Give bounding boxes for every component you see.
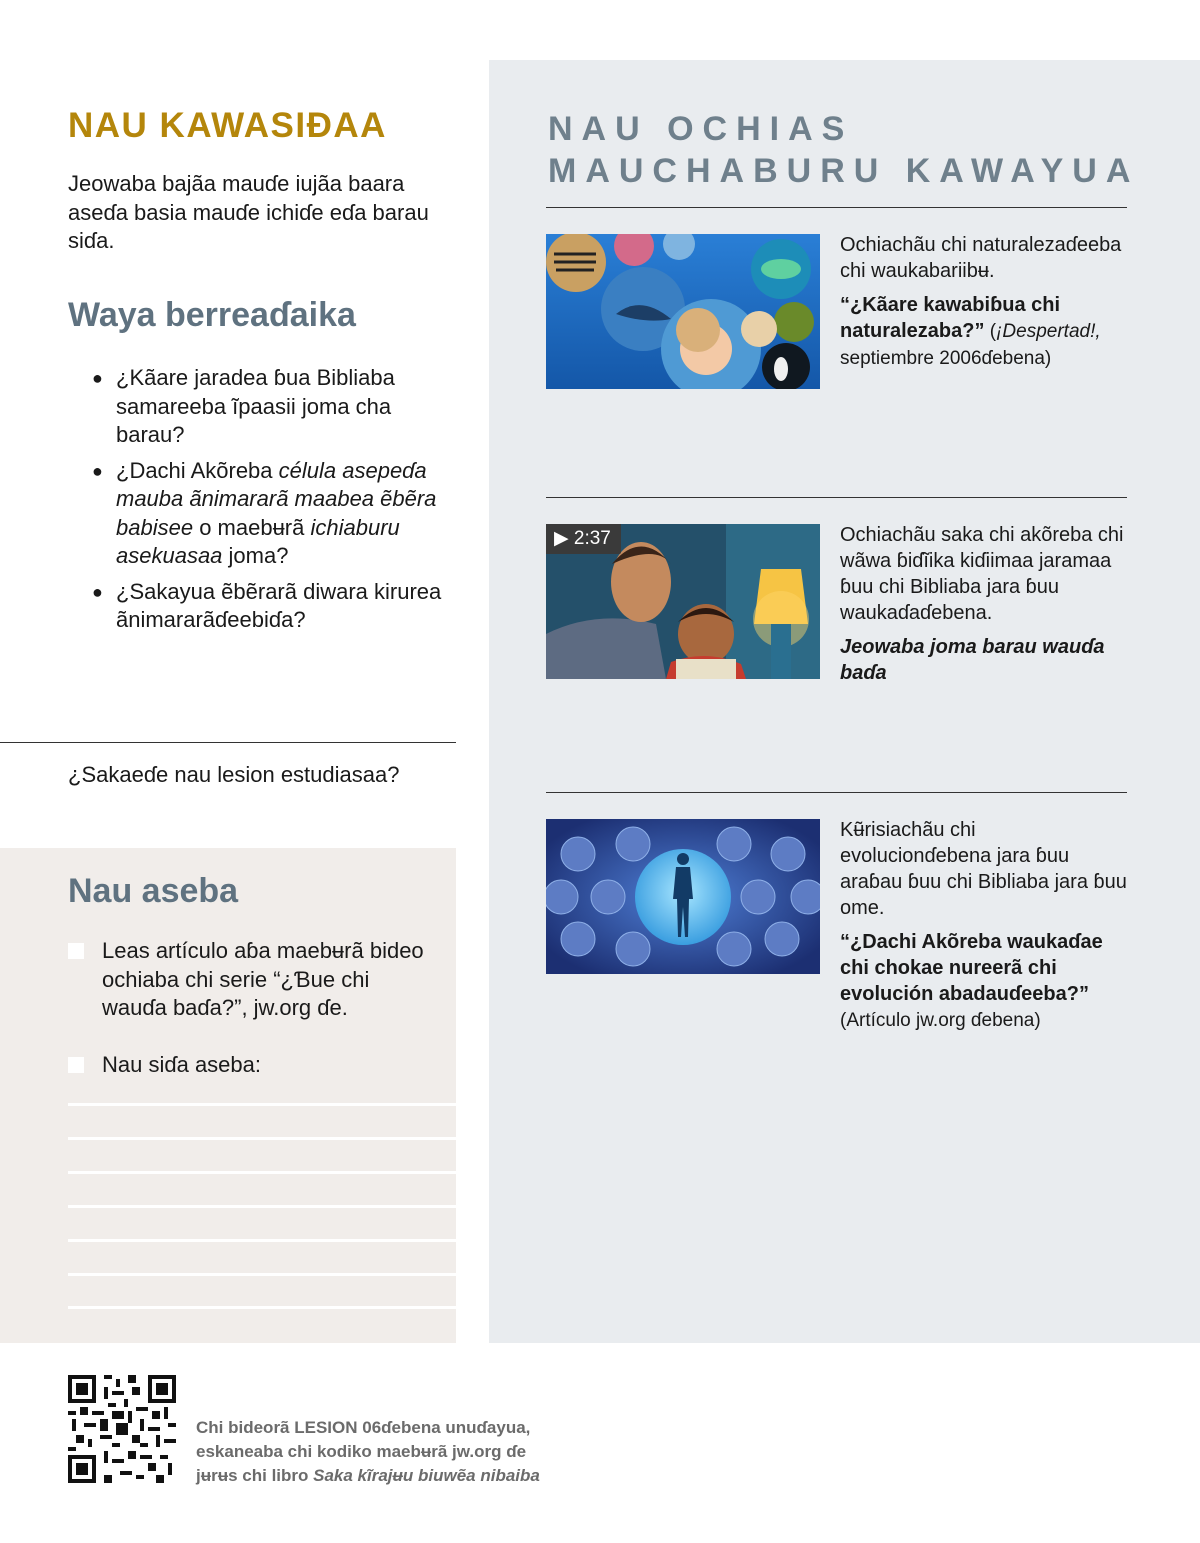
bullet-icon: ● bbox=[92, 581, 103, 602]
write-line[interactable] bbox=[68, 1137, 456, 1140]
goal-checkbox-item[interactable]: Nau siɗa aseba: bbox=[68, 1051, 428, 1080]
explore-item-title[interactable]: “¿Kãare kawabiɓua chi naturalezaba?” (¡Despertad!, septiembre 2006ɗebena) bbox=[840, 294, 1101, 369]
write-line[interactable] bbox=[68, 1103, 456, 1106]
write-line[interactable] bbox=[68, 1239, 456, 1242]
write-line[interactable] bbox=[68, 1171, 456, 1174]
evolution-animals-image[interactable] bbox=[546, 819, 820, 974]
goal-title: Nau aseba bbox=[68, 872, 239, 910]
goal-panel bbox=[0, 848, 456, 1343]
review-title: Waya berreaɗaika bbox=[68, 296, 356, 334]
review-question: ● ¿Sakayua ẽbẽrarã diwara kirurea ãnimararãɗeebiɗa? bbox=[92, 578, 442, 632]
qr-code-icon bbox=[68, 1375, 176, 1483]
explore-item-title[interactable]: Jeowaba joma barau wauɗa baɗa bbox=[840, 636, 1105, 684]
review-question: ● ¿Dachi Akõreba célula asepeɗa mauba ãnimararã maabea ẽbẽra babisee o maebʉrã ichiaburu asekuasaa joma? bbox=[92, 457, 437, 568]
father-son-video-image[interactable] bbox=[546, 524, 820, 679]
checkbox[interactable] bbox=[68, 943, 84, 959]
divider bbox=[0, 742, 456, 743]
explore-item-title[interactable]: “¿Dachi Akõreba waukaɗae chi chokae nureerã chi evolución abadauɗeeba?” bbox=[840, 931, 1103, 1005]
explore-item-text: Ochiachãu saka chi akõreba chi wãwa ɓiɗĩika kiɗiimaa jaramaa ɓuu chi Bibliaba jara ɓuu waukaɗaɗebena. Jeowaba joma barau wauɗa baɗa bbox=[840, 522, 1130, 686]
divider bbox=[546, 207, 1127, 208]
qr-code-image[interactable] bbox=[68, 1375, 176, 1483]
evolution-illustration bbox=[546, 819, 820, 974]
nature-collage-illustration bbox=[546, 234, 820, 389]
checkbox[interactable] bbox=[68, 1057, 84, 1073]
review-question: ● ¿Kãare jaradea ɓua Bibliaba samareeba ĩpaasii joma cha barau? bbox=[92, 365, 395, 447]
write-line[interactable] bbox=[68, 1205, 456, 1208]
divider bbox=[546, 792, 1127, 793]
summary-title: NAU KAWASIƉAA bbox=[68, 106, 387, 145]
lesson-question: ¿Sakaeɗe nau lesion estudiasaa? bbox=[68, 762, 400, 787]
summary-text: Jeowaba bajãa mauɗe iujãa baara aseɗa basia mauɗe ichiɗe eɗa barau siɗa. bbox=[68, 171, 429, 253]
bullet-icon: ● bbox=[92, 460, 103, 481]
video-duration-badge: ▶ 2:37 bbox=[546, 524, 621, 554]
write-line[interactable] bbox=[68, 1306, 456, 1309]
write-line[interactable] bbox=[68, 1273, 456, 1276]
explore-item-text: Ochiachãu chi naturalezaɗeeba chi waukabariibʉ. “¿Kãare kawabiɓua chi naturalezaba?” (¡Despertad!, septiembre 2006ɗebena) bbox=[840, 232, 1130, 372]
nature-collage-image[interactable] bbox=[546, 234, 820, 389]
bullet-icon: ● bbox=[92, 368, 103, 388]
goal-checkbox-item[interactable]: Leas artículo aɓa maebʉrã bideo ochiaba chi serie “¿Ɓue chi wauɗa baɗa?”, jw.org ɗe. bbox=[68, 937, 428, 1023]
explore-item-text: Kʉ̃risiachãu chi evolucionɗebena jara ɓuu araɓau ɓuu chi Bibliaba jara ɓuu ome. “¿Dachi Akõreba waukaɗae chi chokae nureerã chi evolución abadauɗeeba?” (Artículo jw.org ɗebena) bbox=[840, 817, 1130, 1034]
divider bbox=[546, 497, 1127, 498]
explore-title: NAU OCHIAS MAUCHABURU KAWAYUA bbox=[548, 110, 1140, 190]
footer-note: Chi bideorã LESION 06ɗebena unuɗayua, eskaneaba chi kodiko maebʉrã jw.org ɗe jʉrʉs chi libro Saka kĩrajʉu biuwẽa nibaiba bbox=[196, 1418, 540, 1485]
review-list bbox=[92, 364, 456, 642]
